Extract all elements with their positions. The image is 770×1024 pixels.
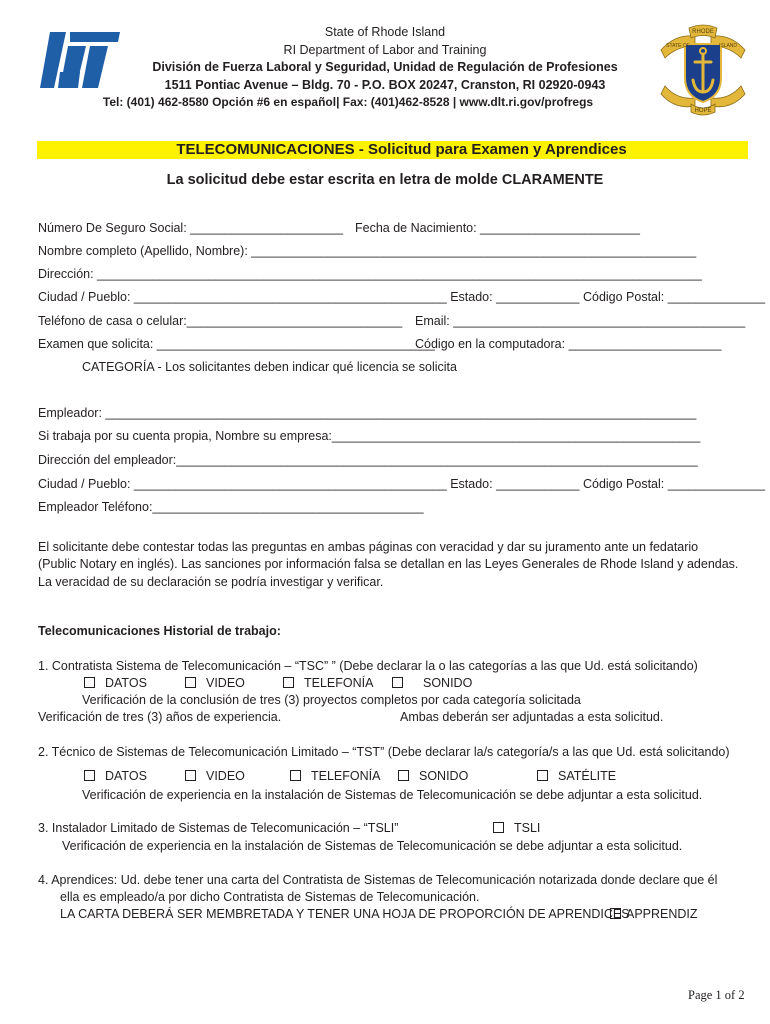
header-department: RI Department of Labor and Training xyxy=(283,43,487,57)
seal-text-right: ISLAND xyxy=(718,43,738,49)
header-division: División de Fuerza Laboral y Seguridad, Unidad de Regulación de Profesiones xyxy=(152,60,618,74)
page-number: Page 1 of 2 xyxy=(688,988,745,1002)
checkbox-icon[interactable] xyxy=(398,770,409,781)
checkbox-icon[interactable] xyxy=(84,770,95,781)
phone-field[interactable]: Teléfono de casa o celular:_______________________________ xyxy=(38,314,403,328)
seal-text-top: RHODE xyxy=(692,29,714,35)
header-address: 1511 Pontiac Avenue – Bldg. 70 - P.O. BOX 20247, Cranston, RI 02920-0943 xyxy=(164,78,606,92)
tsc-option-video[interactable]: VIDEO xyxy=(185,676,245,690)
business-name-field[interactable]: Si trabaja por su cuenta propia, Nombre su empresa:_____________________________________________________ xyxy=(38,429,701,443)
tsc-option-telefonia[interactable]: TELEFONÍA xyxy=(283,676,373,690)
oath-line-2: (Public Notary en inglés). Las sanciones por información falsa se detallan en las Leyes Generales de Rhode Island y adendas. xyxy=(38,557,739,571)
tsli-title: 3. Instalador Limitado de Sistemas de Telecomunicación – “TSLI” xyxy=(38,821,399,835)
ssn-field[interactable]: Número De Seguro Social: ______________________ xyxy=(38,221,344,235)
tsli-option[interactable]: TSLI xyxy=(493,821,540,835)
computer-code-field[interactable]: Código en la computadora: ______________________ xyxy=(415,337,722,351)
address-field[interactable]: Dirección: _______________________________________________________________________________________ xyxy=(38,267,702,281)
checkbox-icon[interactable] xyxy=(537,770,548,781)
checkbox-icon[interactable] xyxy=(610,908,621,919)
tsc-note-experience: Verificación de tres (3) años de experiencia. xyxy=(38,710,282,724)
checkbox-icon[interactable] xyxy=(185,677,196,688)
tsc-option-datos[interactable]: DATOS xyxy=(84,676,147,690)
tsc-note-projects: Verificación de la conclusión de tres (3) proyectos completos por cada categoría solicitada xyxy=(82,693,581,707)
exam-field[interactable]: Examen que solicita: ________________________________________ xyxy=(38,337,435,351)
title-banner xyxy=(37,141,748,159)
form-title: TELECOMUNICACIONES - Solicitud para Examen y Aprendices xyxy=(176,141,627,158)
tst-option-sonido[interactable]: SONIDO xyxy=(398,769,468,783)
tsc-option-sonido[interactable]: SONIDO xyxy=(392,676,472,690)
header-state: State of Rhode Island xyxy=(324,25,446,39)
employer-address-field[interactable]: Dirección del empleador:___________________________________________________________________________ xyxy=(38,453,698,467)
checkbox-icon[interactable] xyxy=(283,677,294,688)
checkbox-icon[interactable] xyxy=(185,770,196,781)
checkbox-icon[interactable] xyxy=(493,822,504,833)
tst-option-telefonia[interactable]: TELEFONÍA xyxy=(290,769,380,783)
oath-line-3: La veracidad de su declaración se podría investigar y verificar. xyxy=(38,575,384,589)
apprentice-line-1: 4. Aprendices: Ud. debe tener una carta del Contratista de Sistemas de Telecomunicación notarizada donde declare que él xyxy=(38,873,718,887)
tst-option-satelite[interactable]: SATÉLITE xyxy=(537,769,616,783)
apprentice-line-2: ella es empleado/a por dicho Contratista de Sistemas de Telecomunicación. xyxy=(60,890,480,904)
apprentice-line-3: LA CARTA DEBERÁ SER MEMBRETADA Y TENER UNA HOJA DE PROPORCIÓN DE APRENDICES xyxy=(60,907,630,921)
tsc-note-attach: Ambas deberán ser adjuntadas a esta solicitud. xyxy=(400,710,664,724)
header-contact: Tel: (401) 462-8580 Opción #6 en español| Fax: (401)462-8528 | www.dlt.ri.gov/profregs xyxy=(102,95,594,109)
seal-text-bottom: HOPE xyxy=(694,108,712,114)
checkbox-icon[interactable] xyxy=(392,677,403,688)
oath-line-1: El solicitante debe contestar todas las preguntas en ambas páginas con veracidad y dar su juramento ante un fedatario xyxy=(38,540,699,554)
seal-text-left: STATE OF xyxy=(666,43,690,49)
dob-field[interactable]: Fecha de Nacimiento: _______________________ xyxy=(355,221,640,235)
tst-option-video[interactable]: VIDEO xyxy=(185,769,245,783)
tsc-title: 1. Contratista Sistema de Telecomunicación – “TSC” ” (Debe declarar la o las categorías a las que Ud. está solicitando) xyxy=(38,659,698,673)
checkbox-icon[interactable] xyxy=(290,770,301,781)
tst-option-datos[interactable]: DATOS xyxy=(84,769,147,783)
city-state-zip-field[interactable]: Ciudad / Pueblo: _____________________________________________ Estado: ____________ Código Postal: ______________ xyxy=(38,290,766,304)
form-subtitle: La solicitud debe estar escrita en letra de molde CLARAMENTE xyxy=(166,172,604,188)
checkbox-icon[interactable] xyxy=(84,677,95,688)
work-history-heading: Telecomunicaciones Historial de trabajo: xyxy=(38,624,281,638)
employer-phone-field[interactable]: Empleador Teléfono:_______________________________________ xyxy=(38,500,424,514)
employer-city-state-zip-field[interactable]: Ciudad / Pueblo: _____________________________________________ Estado: ____________ Código Postal: ______________ xyxy=(38,477,766,491)
tst-note: Verificación de experiencia en la instalación de Sistemas de Telecomunicación se debe adjuntar a esta solicitud. xyxy=(82,788,703,802)
tsli-note: Verificación de experiencia en la instalación de Sistemas de Telecomunicación se debe adjuntar a esta solicitud. xyxy=(62,839,683,853)
category-note: CATEGORÍA - Los solicitantes deben indicar qué licencia se solicita xyxy=(82,360,457,374)
tst-title: 2. Técnico de Sistemas de Telecomunicación Limitado – “TST” (Debe declarar la/s categoría/s a las que Ud. está solicitando) xyxy=(38,745,730,759)
employer-field[interactable]: Empleador: _____________________________________________________________________________________ xyxy=(38,406,697,420)
apprentice-option[interactable]: APPRENDIZ xyxy=(610,907,698,921)
full-name-field[interactable]: Nombre completo (Apellido, Nombre): ________________________________________________________________ xyxy=(38,244,697,258)
email-field[interactable]: Email: __________________________________________ xyxy=(415,314,746,328)
